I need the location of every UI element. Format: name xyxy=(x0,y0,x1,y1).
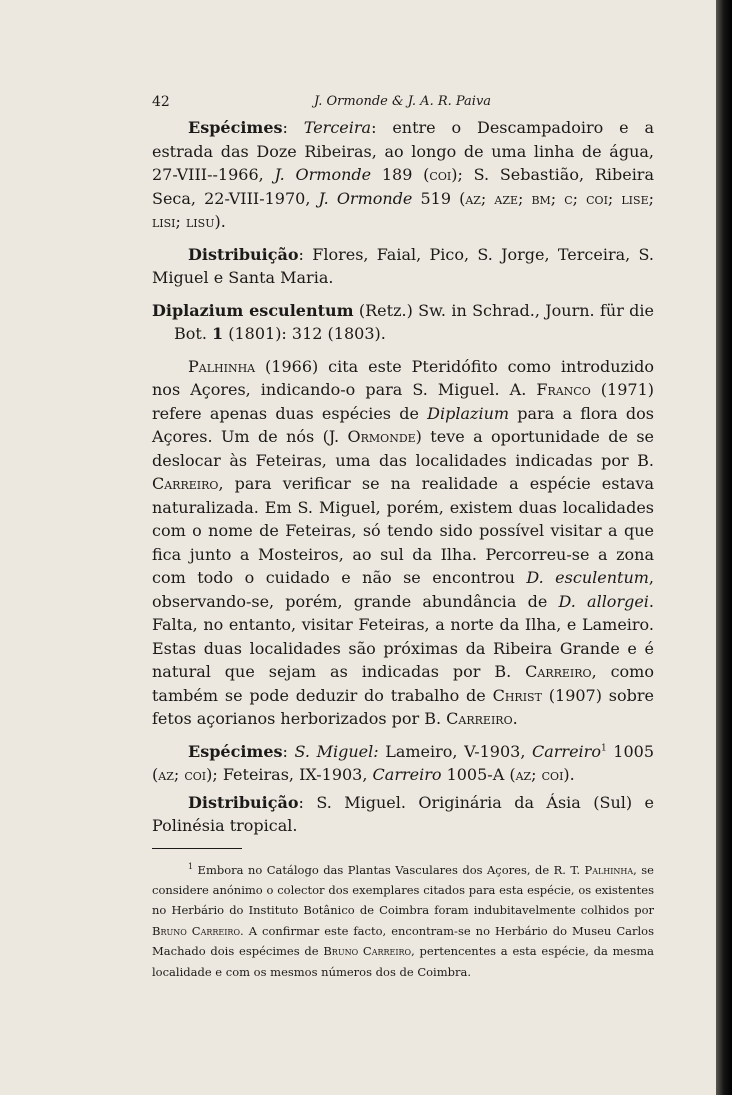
text: 519 ( xyxy=(412,188,466,208)
author-name: Carreiro xyxy=(152,474,219,493)
island-name: Terceira xyxy=(303,118,372,137)
collector-name: Carreiro xyxy=(372,765,442,784)
specimens-label: Espécimes xyxy=(188,741,283,761)
text: , se considere anónimo o colector dos exemplares citados para esta espécie, os existentes no Herbário do Instituto Botânico de Coimbra foram indubitavelmente colhidos por xyxy=(152,862,654,918)
document-page xyxy=(152,90,654,982)
species-name: D. allorgei xyxy=(558,591,649,611)
text: . A confirmar este facto, encontram-se no Herbário do Museu Carlos Machado dois espécimes de xyxy=(152,923,654,959)
running-header xyxy=(152,90,654,116)
footnote-reference[interactable]: 1 xyxy=(600,743,607,754)
text: : entre o Descampadoiro e a estrada das Doze Ribeiras, ao longo de uma linha de água, 27-VIII--1966, xyxy=(152,118,654,184)
discussion-paragraph xyxy=(152,355,654,731)
text: : S. Miguel. Originária da Ásia (Sul) e Polinésia tropical. xyxy=(152,792,654,835)
herbarium-codes: az; coi xyxy=(515,765,564,784)
text: 189 ( xyxy=(371,165,430,184)
text: ); S. Sebastião, Ribeira Seca, 22-VIII-1970, xyxy=(152,165,654,208)
text: ); Feteiras, IX-1903, xyxy=(206,765,373,784)
species-heading xyxy=(152,299,654,346)
citation: (1801): 312 (1803). xyxy=(223,324,386,343)
text: Embora no Catálogo das Plantas Vasculares dos Açores, de R. T. xyxy=(193,862,585,877)
herbarium-codes: az; coi xyxy=(158,765,207,784)
text: : Flores, Faial, Pico, S. Jorge, Terceira, S. Miguel e Santa Maria. xyxy=(152,244,654,287)
separator: : xyxy=(282,118,304,137)
text: para a flora dos Açores. Um de nós (J. xyxy=(152,403,654,446)
text: , para verificar se na realidade a espécie estava naturalizada. Em S. Miguel, porém, existem duas localidades com o nome de Feteiras, só tendo sido possível visitar a que fica junto a Mosteiros, ao sul da Ilha. Percorreu-se a zona com todo o cuidado e não se encontrou xyxy=(152,474,654,587)
author-name: Carreiro xyxy=(525,662,592,681)
page-number: 42 xyxy=(152,94,170,110)
author-name: Palhinha xyxy=(584,862,634,877)
text: ) teve a oportunidade de se deslocar às Feteiras, uma das localidades indicadas por B. xyxy=(152,427,654,470)
species-name: D. esculentum xyxy=(526,568,649,587)
distribution-label: Distribuição xyxy=(188,244,299,264)
specimens-paragraph-miguel xyxy=(152,740,654,787)
distribution-paragraph xyxy=(152,243,654,290)
distribution-paragraph xyxy=(152,791,654,838)
collector-name: J. Ormonde xyxy=(274,165,372,184)
herbarium-codes: az; aze; bm; c; coi; lise; lisi; lisu xyxy=(152,188,654,231)
specimens-paragraph-terceira xyxy=(152,116,654,234)
footnote-divider xyxy=(152,848,242,849)
text: ). xyxy=(563,765,575,784)
citation: (Retz.) Sw. in Schrad., Journ. für die Bot. xyxy=(174,300,655,343)
author-name: Carreiro xyxy=(446,709,513,728)
author-name: Bruno Carreiro xyxy=(323,944,412,959)
distribution-label: Distribuição xyxy=(188,792,299,812)
author-name: Palhinha xyxy=(188,356,256,376)
text: (1907) sobre fetos açorianos herborizados por B. xyxy=(152,685,655,728)
genus-name: Diplazium xyxy=(427,403,510,423)
page-edge-shadow xyxy=(716,0,732,1095)
footnote xyxy=(152,857,654,983)
text: (1971) refere apenas duas espécies de xyxy=(152,380,654,423)
herbarium-code: coi xyxy=(429,165,452,184)
specimens-label: Espécimes xyxy=(188,118,283,137)
running-head-authors: J. Ormonde & J. A. R. Paiva xyxy=(314,94,492,109)
author-name: Ormonde xyxy=(347,427,416,446)
text: 1005-A ( xyxy=(441,765,516,784)
island-name: S. Miguel: xyxy=(294,741,379,761)
text: Lameiro, V-1903, xyxy=(378,741,532,761)
collector-name: Carreiro xyxy=(532,741,601,761)
text: , observando-se, porém, grande abundância de xyxy=(152,568,655,611)
text: ). xyxy=(214,212,226,231)
text: 1005 ( xyxy=(152,741,655,784)
separator: : xyxy=(282,741,295,761)
footnote-mark: 1 xyxy=(188,861,194,871)
text: (1966) cita este Pteridófito como introduzido nos Açores, indicando-o para S. Miguel. A. xyxy=(152,356,654,399)
volume-number: 1 xyxy=(212,324,224,343)
author-name: Christ xyxy=(492,685,542,705)
author-name: Bruno Carreiro xyxy=(152,923,241,938)
text: . Falta, no entanto, visitar Feteiras, a norte da Ilha, e Lameiro. Estas duas localidades são próximas da Ribeira Grande e é natural que sejam as indicadas por B. xyxy=(152,591,655,681)
author-name: Franco xyxy=(536,380,591,399)
text: , como também se pode deduzir do trabalho de xyxy=(152,662,654,705)
text: , pertencentes a esta espécie, da mesma localidade e com os mesmos números dos de Coimbra. xyxy=(152,944,654,979)
text: . xyxy=(512,709,518,728)
collector-name: J. Ormonde xyxy=(318,188,413,208)
species-name: Diplazium esculentum xyxy=(152,300,354,320)
